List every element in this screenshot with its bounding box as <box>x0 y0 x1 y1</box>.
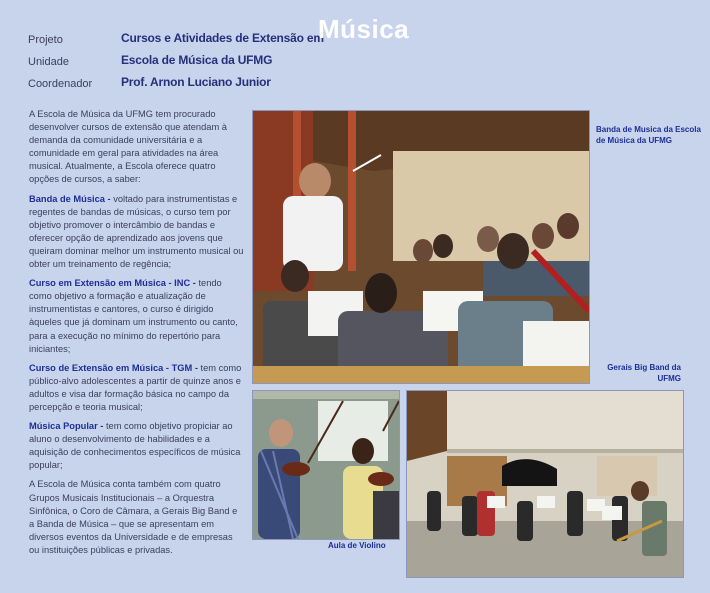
course-description: tendo como objetivo a formação e atualização de instrumentistas e cantores, o curso é dirigido àqueles que já dominam um instrumento ou canto, para a execução no mínimo do repertório para iniciantes; <box>29 278 238 354</box>
projeto-highlight: Música <box>318 14 410 44</box>
course-description: tem como público-alvo adolescentes a partir de quinze anos e adultos e visa dar formação básica no campo da percepção e teoria musical; <box>29 362 242 412</box>
band-rehearsal-photo <box>252 110 590 384</box>
unidade-label: Unidade <box>28 56 69 68</box>
course-term: Curso em Extensão em Música - INC - <box>29 278 196 289</box>
course-popular <box>29 420 244 472</box>
band-caption: Banda de Musica da Escola de Música da UFMG <box>596 125 701 145</box>
course-term: Curso de Extensão em Música - TGM - <box>29 362 198 373</box>
projeto-value: Cursos e Atividades de Extensão em <box>121 31 324 45</box>
coordenador-label: Coordenador <box>28 78 93 90</box>
course-description: voltado para instrumentistas e regentes de bandas de músicas, o curso tem por objetivo promover o intercâmbio de bandas e oferecer opção de aprendizado aos jovens que queiram dominar melhor um instrumento musical ou obter um treinamento de regência; <box>29 193 244 270</box>
course-banda <box>29 193 244 272</box>
body-text <box>29 108 244 563</box>
intro-paragraph: A Escola de Música da UFMG tem procurado desenvolver cursos de extensão que atendam à demanda da comunidade universitária e a comunidade em geral para atividades na área musical. Atualmente, a Escola oferece quatro opções de cursos, a saber: <box>29 109 227 185</box>
coordenador-value: Prof. Arnon Luciano Junior <box>121 75 271 89</box>
course-tgm <box>29 362 244 414</box>
course-inc <box>29 277 244 356</box>
violin-caption: Aula de Violino <box>328 541 386 550</box>
violin-lesson-photo <box>252 390 400 540</box>
course-term: Música Popular - <box>29 421 104 432</box>
closing-paragraph: A Escola de Música conta também com quatro Grupos Musicais Institucionais – a Orquestra Sinfônica, o Coro de Câmara, a Gerais Big Band e a Banda de Música – que se apresentam em diversos eventos da Universidade e de empresas ou instituições públicas e privadas. <box>29 479 238 555</box>
bigband-caption: Gerais Big Band da UFMG <box>607 363 681 383</box>
unidade-value: Escola de Música da UFMG <box>121 53 273 67</box>
course-description: tem como objetivo propiciar ao aluno o desenvolvimento de habilidades e a aquisição de conhecimentos específicos de música popular; <box>29 421 241 471</box>
big-band-photo <box>406 390 684 578</box>
course-term: Banda de Música - <box>29 193 111 204</box>
projeto-label: Projeto <box>28 34 63 46</box>
